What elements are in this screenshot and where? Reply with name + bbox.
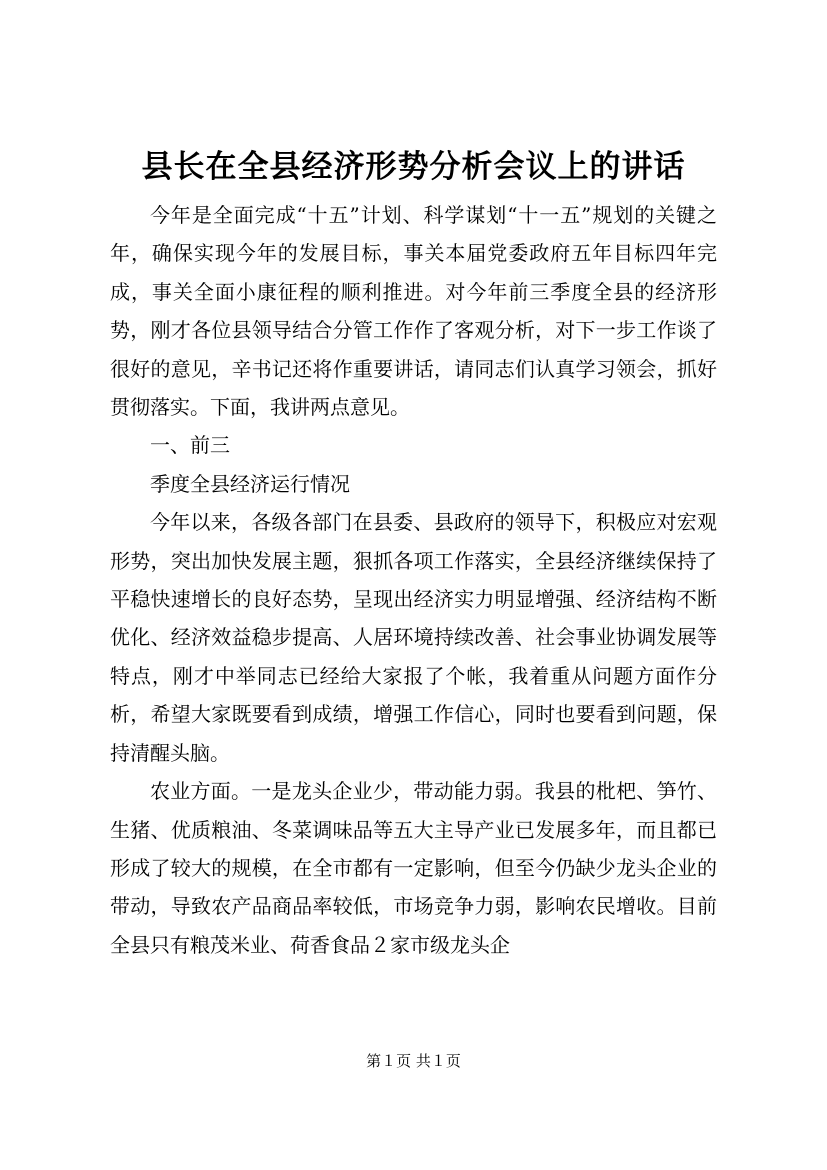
page-footer: 第１页 共１页 bbox=[366, 1052, 461, 1070]
paragraph-agriculture: 农业方面。一是龙头企业少，带动能力弱。我县的枇杷、笋竹、生猪、优质粮油、冬菜调味品等五大主导产业已发展多年，而且都已形成了较大的规模，在全市都有一定影响，但至今仍缺少龙头企业的带动，导致农产品商品率较低，市场竞争力弱，影响农民增收。目前全县只有粮茂米业、荷香食品２家市级龙头企 bbox=[110, 779, 717, 957]
paragraph-intro: 今年是全面完成“十五”计划、科学谋划“十一五”规划的关键之年，确保实现今年的发展目标，事关本届党委政府五年目标四年完成，事关全面小康征程的顺利推进。对今年前三季度全县的经济形势，刚才各位县领导结合分管工作作了客观分析，对下一步工作谈了很好的意见，辛书记还将作重要讲话，请同志们认真学习领会，抓好贯彻落实。下面，我讲两点意见。 bbox=[110, 203, 717, 420]
document-body bbox=[110, 196, 717, 964]
section-heading-part1: 一、前三 bbox=[150, 433, 230, 458]
document-title: 县长在全县经济形势分析会议上的讲话 bbox=[141, 149, 686, 185]
section-heading-part2: 季度全县经济运行情况 bbox=[150, 471, 350, 496]
paragraph-overview: 今年以来，各级各部门在县委、县政府的领导下，积极应对宏观形势，突出加快发展主题，狠抓各项工作落实，全县经济继续保持了平稳快速增长的良好态势，呈现出经济实力明显增强、经济结构不断优化、经济效益稳步提高、人居环境持续改善、社会事业协调发展等特点，刚才中举同志已经给大家报了个帐，我着重从问题方面作分析，希望大家既要看到成绩，增强工作信心，同时也要看到问题，保持清醒头脑。 bbox=[110, 510, 717, 765]
